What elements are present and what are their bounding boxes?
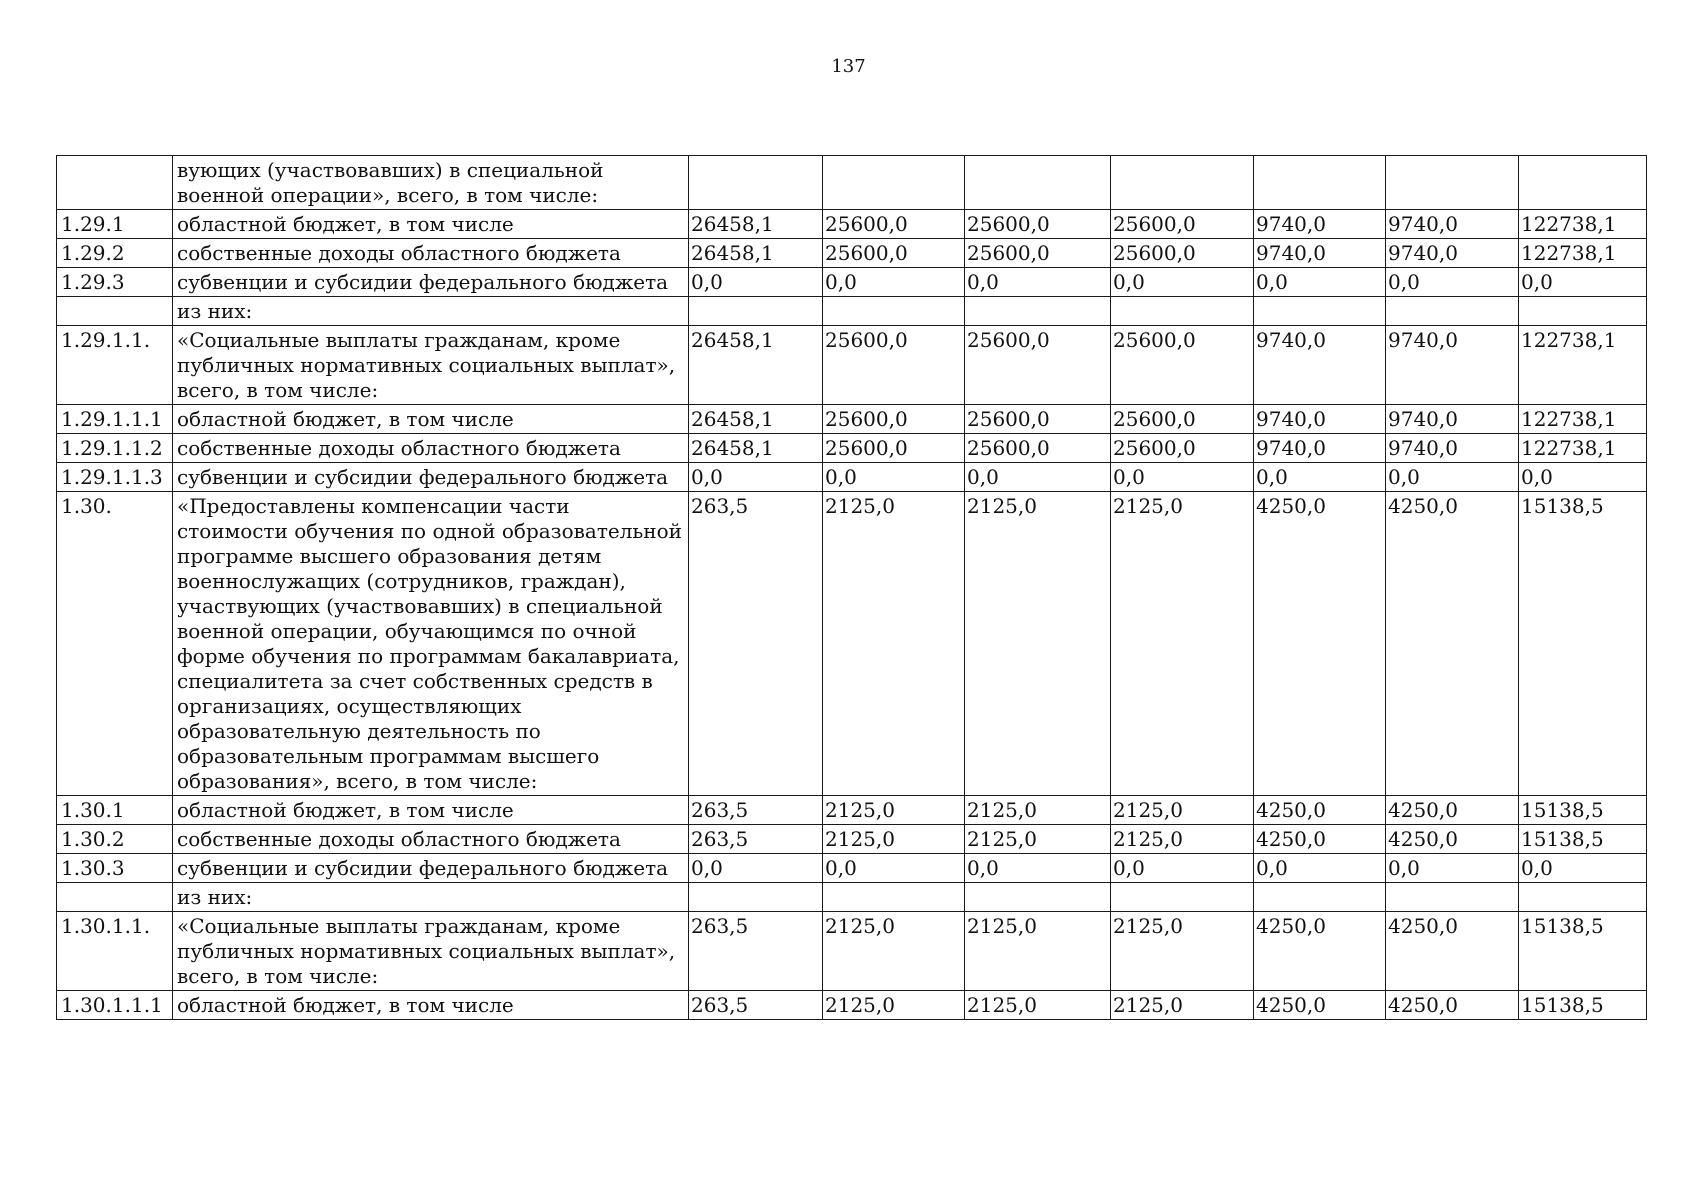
value-cell: 4250,0 [1254,825,1386,854]
value-cell [1519,156,1647,210]
value-cell: 0,0 [823,268,965,297]
value-cell: 9740,0 [1254,326,1386,405]
value-cell: 25600,0 [965,210,1111,239]
value-cell: 9740,0 [1386,434,1519,463]
value-cell: 2125,0 [823,825,965,854]
row-name-cell: собственные доходы областного бюджета [173,434,689,463]
row-name-cell: «Предоставлены компенсации части стоимости обучения по одной образовательной программе высшего образования детям военнослужащих (сотрудников, граждан), участвующих (участвовавших) в специальной военной операции, обучающимся по очной форме обучения по программам бакалавриата, специалитета за счет собственных средств в организациях, осуществляющих образовательную деятельность по образовательным программам высшего образования», всего, в том числе: [173,492,689,796]
value-cell: 2125,0 [965,912,1111,991]
value-cell: 25600,0 [823,239,965,268]
row-name-cell: областной бюджет, в том числе [173,210,689,239]
value-cell: 0,0 [823,463,965,492]
value-cell: 25600,0 [823,326,965,405]
value-cell: 263,5 [689,492,823,796]
value-cell: 2125,0 [1111,492,1254,796]
value-cell: 2125,0 [965,825,1111,854]
value-cell: 4250,0 [1386,991,1519,1020]
value-cell [1386,297,1519,326]
value-cell: 0,0 [1519,463,1647,492]
value-cell: 263,5 [689,991,823,1020]
table-row [57,239,1647,268]
value-cell: 4250,0 [1254,492,1386,796]
row-number-cell: 1.30.1 [57,796,173,825]
value-cell: 25600,0 [965,239,1111,268]
table-row [57,297,1647,326]
value-cell [965,883,1111,912]
row-name-cell: «Социальные выплаты гражданам, кроме публичных нормативных социальных выплат», всего, в том числе: [173,326,689,405]
value-cell: 26458,1 [689,434,823,463]
table-row [57,326,1647,405]
value-cell: 15138,5 [1519,492,1647,796]
value-cell: 263,5 [689,796,823,825]
value-cell: 9740,0 [1254,405,1386,434]
table-row [57,796,1647,825]
value-cell: 9740,0 [1386,210,1519,239]
table-row [57,854,1647,883]
table-row [57,268,1647,297]
value-cell: 0,0 [1386,463,1519,492]
value-cell [1519,297,1647,326]
row-name-cell: из них: [173,297,689,326]
row-number-cell: 1.29.3 [57,268,173,297]
value-cell: 9740,0 [1386,239,1519,268]
value-cell [1254,883,1386,912]
row-number-cell: 1.29.1.1.2 [57,434,173,463]
value-cell: 4250,0 [1254,796,1386,825]
row-name-cell: субвенции и субсидии федерального бюджета [173,268,689,297]
value-cell: 0,0 [689,463,823,492]
value-cell: 9740,0 [1386,326,1519,405]
value-cell: 25600,0 [823,434,965,463]
value-cell: 25600,0 [1111,405,1254,434]
value-cell: 0,0 [1254,854,1386,883]
value-cell [1254,297,1386,326]
page-number: 137 [831,56,866,77]
row-name-cell: собственные доходы областного бюджета [173,825,689,854]
value-cell: 15138,5 [1519,912,1647,991]
value-cell: 25600,0 [1111,210,1254,239]
value-cell: 4250,0 [1386,912,1519,991]
value-cell: 26458,1 [689,239,823,268]
value-cell: 0,0 [965,854,1111,883]
value-cell: 2125,0 [1111,825,1254,854]
value-cell [689,156,823,210]
value-cell: 26458,1 [689,210,823,239]
value-cell: 263,5 [689,825,823,854]
row-name-cell: областной бюджет, в том числе [173,405,689,434]
value-cell: 25600,0 [965,434,1111,463]
value-cell: 4250,0 [1386,825,1519,854]
value-cell: 0,0 [1254,463,1386,492]
value-cell: 25600,0 [965,405,1111,434]
value-cell: 15138,5 [1519,796,1647,825]
value-cell: 0,0 [689,854,823,883]
value-cell: 0,0 [823,854,965,883]
value-cell [689,297,823,326]
value-cell: 4250,0 [1386,796,1519,825]
value-cell: 0,0 [1111,854,1254,883]
value-cell: 2125,0 [965,991,1111,1020]
value-cell [823,297,965,326]
row-number-cell [57,297,173,326]
value-cell: 0,0 [1519,854,1647,883]
value-cell: 0,0 [1386,854,1519,883]
value-cell [1386,156,1519,210]
value-cell: 0,0 [1519,268,1647,297]
row-name-cell: областной бюджет, в том числе [173,796,689,825]
value-cell: 26458,1 [689,405,823,434]
value-cell: 0,0 [1386,268,1519,297]
value-cell: 4250,0 [1254,912,1386,991]
value-cell: 2125,0 [823,492,965,796]
table-row [57,405,1647,434]
value-cell [1111,883,1254,912]
value-cell [823,883,965,912]
table-row [57,883,1647,912]
value-cell [965,297,1111,326]
table-row [57,825,1647,854]
value-cell: 26458,1 [689,326,823,405]
value-cell [823,156,965,210]
value-cell: 15138,5 [1519,825,1647,854]
row-number-cell: 1.29.1.1.3 [57,463,173,492]
row-name-cell: из них: [173,883,689,912]
value-cell: 15138,5 [1519,991,1647,1020]
row-number-cell: 1.29.1.1. [57,326,173,405]
value-cell [1111,156,1254,210]
row-number-cell: 1.30.3 [57,854,173,883]
row-name-cell: субвенции и субсидии федерального бюджета [173,463,689,492]
row-name-cell: собственные доходы областного бюджета [173,239,689,268]
value-cell: 2125,0 [965,492,1111,796]
value-cell: 2125,0 [965,796,1111,825]
value-cell: 9740,0 [1386,405,1519,434]
table-row [57,434,1647,463]
value-cell: 0,0 [965,268,1111,297]
value-cell [1386,883,1519,912]
row-name-cell: «Социальные выплаты гражданам, кроме публичных нормативных социальных выплат», всего, в том числе: [173,912,689,991]
row-name-cell: субвенции и субсидии федерального бюджета [173,854,689,883]
value-cell: 25600,0 [965,326,1111,405]
value-cell: 2125,0 [823,912,965,991]
budget-table-container [56,155,1647,1020]
value-cell: 25600,0 [1111,239,1254,268]
value-cell: 0,0 [965,463,1111,492]
value-cell: 4250,0 [1386,492,1519,796]
row-number-cell: 1.30.1.1. [57,912,173,991]
row-name-cell: областной бюджет, в том числе [173,991,689,1020]
table-body [57,156,1647,1020]
table-row [57,463,1647,492]
table-row [57,156,1647,210]
value-cell: 122738,1 [1519,239,1647,268]
value-cell: 9740,0 [1254,210,1386,239]
value-cell: 2125,0 [823,991,965,1020]
value-cell: 0,0 [689,268,823,297]
row-number-cell: 1.30.2 [57,825,173,854]
row-number-cell: 1.29.2 [57,239,173,268]
value-cell: 2125,0 [1111,912,1254,991]
table-row [57,912,1647,991]
value-cell: 122738,1 [1519,434,1647,463]
value-cell [689,883,823,912]
value-cell: 0,0 [1254,268,1386,297]
value-cell [1519,883,1647,912]
value-cell: 25600,0 [823,405,965,434]
row-number-cell: 1.30.1.1.1 [57,991,173,1020]
value-cell: 2125,0 [1111,991,1254,1020]
row-number-cell: 1.29.1 [57,210,173,239]
table-row [57,210,1647,239]
table-row [57,991,1647,1020]
value-cell: 4250,0 [1254,991,1386,1020]
value-cell [1111,297,1254,326]
value-cell: 9740,0 [1254,239,1386,268]
value-cell: 263,5 [689,912,823,991]
value-cell: 2125,0 [823,796,965,825]
value-cell [1254,156,1386,210]
budget-table [56,155,1647,1020]
table-row [57,492,1647,796]
row-number-cell: 1.29.1.1.1 [57,405,173,434]
value-cell: 25600,0 [1111,434,1254,463]
value-cell: 25600,0 [823,210,965,239]
value-cell: 2125,0 [1111,796,1254,825]
row-number-cell [57,156,173,210]
value-cell: 0,0 [1111,268,1254,297]
row-name-cell: вующих (участвовавших) в специальной военной операции», всего, в том числе: [173,156,689,210]
value-cell: 0,0 [1111,463,1254,492]
row-number-cell: 1.30. [57,492,173,796]
row-number-cell [57,883,173,912]
value-cell [965,156,1111,210]
value-cell: 122738,1 [1519,326,1647,405]
value-cell: 122738,1 [1519,405,1647,434]
value-cell: 122738,1 [1519,210,1647,239]
value-cell: 25600,0 [1111,326,1254,405]
value-cell: 9740,0 [1254,434,1386,463]
